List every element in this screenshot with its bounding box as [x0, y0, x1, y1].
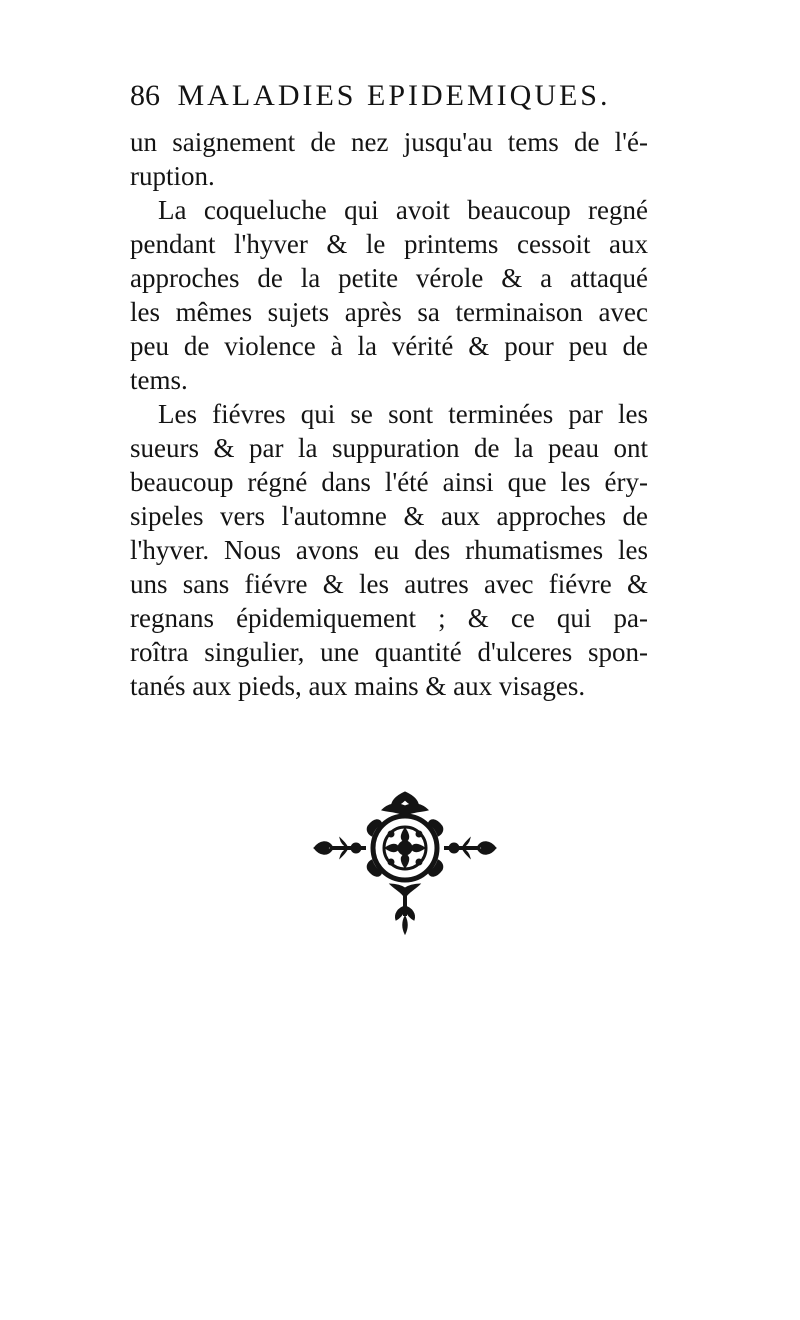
page-number: 86	[130, 79, 160, 112]
running-title: MALADIES EPIDEMIQUES.	[177, 79, 611, 112]
text-line: l'hyver. Nous avons eu des rhumatismes les	[130, 535, 648, 565]
text-line: regnans épidemiquement ; & ce qui pa-	[130, 603, 648, 633]
text-line: Les fiévres qui se sont terminées par les	[158, 399, 648, 429]
text-line: uns sans fiévre & les autres avec fiévre &	[130, 569, 648, 599]
text-line: beaucoup régné dans l'été ainsi que les éry-	[130, 467, 648, 497]
text-line: La coqueluche qui avoit beaucoup regné	[158, 195, 648, 225]
text-line: roîtra singulier, une quantité d'ulceres spon-	[130, 637, 648, 667]
text-line: sipeles vers l'automne & aux approches de	[130, 501, 648, 531]
text-line: les mêmes sujets après sa terminaison avec	[130, 297, 648, 327]
text-line: pendant l'hyver & le printems cessoit aux	[130, 229, 648, 259]
text-line: sueurs & par la suppuration de la peau ont	[130, 433, 648, 463]
text-line: ruption.	[130, 161, 215, 191]
text-line: approches de la petite vérole & a attaqué	[130, 263, 648, 293]
floral-ornament-icon	[310, 788, 500, 936]
text-line: peu de violence à la vérité & pour peu de	[130, 331, 648, 361]
text-line: un saignement de nez jusqu'au tems de l'é-	[130, 127, 648, 157]
text-line: tems.	[130, 365, 188, 395]
page-header	[130, 76, 655, 116]
text-line: tanés aux pieds, aux mains & aux visages.	[130, 671, 586, 701]
